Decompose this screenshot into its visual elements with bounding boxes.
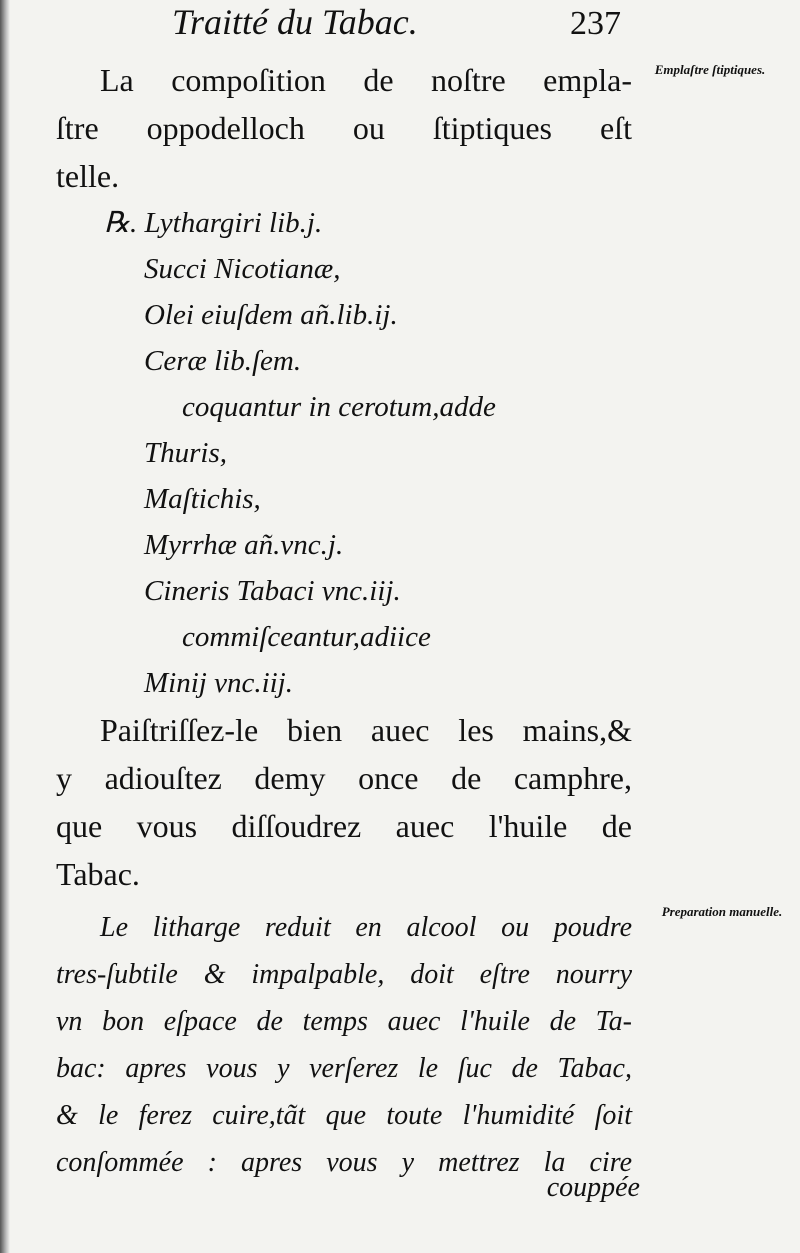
paragraph-paistrissez [56, 706, 632, 898]
recipe-line: Myrrhæ añ.vnc.j. [144, 529, 344, 561]
recipe-line: Succi Nicotianæ, [144, 253, 341, 285]
recipe-list [104, 200, 632, 706]
text-line: bac: apres vous y verſerez le ſuc de Tabac, [56, 1053, 632, 1084]
text-line: Tabac. [56, 856, 140, 892]
recipe-line: Olei eiuſdem añ.lib.ij. [144, 299, 398, 331]
text-line: vn bon eſpace de temps auec l'huile de Ta- [56, 1006, 632, 1037]
text-line: ſtre oppodelloch ou ſtiptiques eſt [56, 110, 632, 146]
recipe-line: Thuris, [144, 437, 228, 469]
page-edge-shadow [0, 0, 10, 1253]
recipe-line: Minij vnc.iij. [144, 667, 293, 699]
text-line: Le litharge reduit en alcool ou poudre [100, 912, 632, 943]
recipe-line: coquantur in cerotum,adde [182, 391, 496, 423]
catchword: couppée [546, 1172, 640, 1203]
text-line: conſommée : apres vous y mettrez la cire [56, 1147, 632, 1178]
text-line: tres-ſubtile & impalpable, doit eſtre nourry [56, 959, 632, 990]
text-line: Paiſtriſſez-le bien auec les mains,& [100, 712, 632, 748]
text-line: La compoſition de noſtre empla- [100, 62, 632, 98]
margin-note-emplastre: Emplaſtre ſtiptiques. [654, 62, 766, 77]
recipe-line: commiſceantur,adiice [182, 621, 431, 653]
page-header [172, 2, 632, 42]
text-line: que vous diſſoudrez auec l'huile de [56, 808, 632, 844]
text-line: telle. [56, 158, 120, 194]
page-number: 237 [570, 5, 621, 42]
recipe-line: ℞. Lythargiri lib.j. [104, 207, 323, 239]
recipe-line: Ceræ lib.ſem. [144, 345, 302, 377]
paragraph-composition [56, 56, 632, 200]
margin-note-preparation: Preparation manuelle. [661, 904, 783, 919]
text-line: y adiouſtez demy once de camphre, [56, 760, 632, 796]
main-text [56, 56, 632, 1186]
recipe-line: Cineris Tabaci vnc.iij. [144, 575, 401, 607]
paragraph-litharge [56, 904, 632, 1186]
running-title: Traitté du Tabac. [172, 2, 418, 42]
recipe-line: Maſtichis, [144, 483, 261, 515]
text-line: & le ferez cuire,tãt que toute l'humidité ſoit [56, 1100, 632, 1131]
